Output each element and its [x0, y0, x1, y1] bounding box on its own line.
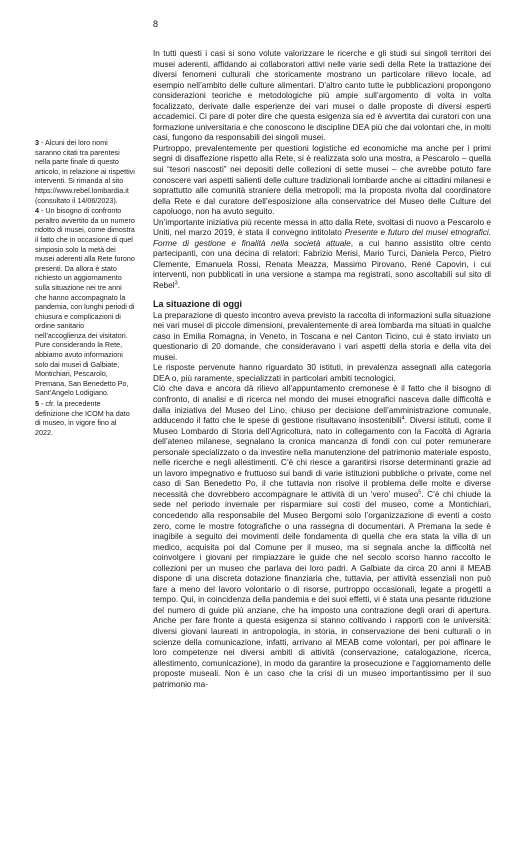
footnote-dash: -: [41, 206, 46, 216]
footnote-3: [35, 138, 135, 205]
body-paragraph: Purtroppo, prevalentemente per questioni logistiche ed economiche ma anche per i primi segni di disaffezione rispetto alla Rete, si è realizzata solo una mostra, a Pescarolo – quella sui “tesori nascosti” nei depositi delle collezioni di sette musei – che avrebbe potuto fare conoscere vari aspetti salienti delle culture tradizionali lombarde anche ai cittadini milanesi e soprattutto alle comunità straniere della metropoli; ma la proposta rivolta dal coordinatore della Rete e dal curatore dell’esposizione alla conservatrice del Museo delle Culture del capoluogo, non ha avuto seguito.: [153, 143, 491, 217]
body-paragraph-text: Le risposte pervenute hanno riguardato 30 istituti, in prevalenza assegnati alla categoria DEA o, più raramente, specializzati in particolari ambiti tecnologici: [153, 363, 491, 383]
conference-text-after: , a cui hanno assistito oltre cento partecipanti, con una decina di relatori: Fabrizio Merisi, Mario Turci, Daniela Perco, Pietro Clemente, Emanuela Rossi, Renata Meazza, Massimo Pirovano, René Capovin, i cui interventi, non pubblicati in una versione a stampa ma registrati, sono ascoltabili sul sito di Rebel: [153, 238, 491, 291]
footnote-dash: -: [41, 138, 45, 147]
footnote-4: [35, 206, 135, 398]
main-text: [153, 49, 491, 690]
footnote-text: Un bisogno di confronto peraltro avvertito da un numero ridotto di musei, come dimostra il fatto che in occasione di quel simposio solo la metà dei musei aderenti alla Rete furono presenti. Da allora è stato richiesto un aggiornamento sulla situazione nei tre anni che hanno accompagnato la pandemia, con lunghi periodi di chiusura e complicazioni di ordine sanitario nell’accoglienza dei visitatori. Pure considerando la Rete, abbiamo avuto informazioni solo dai musei di Galbiate, Montichiari, Pescarolo, Premana, San Benedetto Po, Sant’Angelo Lodigiano.: [35, 206, 135, 398]
body-paragraph: [153, 384, 491, 690]
body-paragraph: La preparazione di questo incontro aveva previsto la raccolta di informazioni sulla situazione nei vari musei di piccole dimensioni, prevalentemente di area lombarda ma situati in qualche caso in Emilia Romagna, in Veneto, in Toscana e nel Canton Ticino, cui è stato inviato un questionario di 20 domande, che consideravano i vari aspetti della storia e della vita dei musei.: [153, 310, 491, 362]
footnote-ref: 5: [418, 489, 422, 496]
page-number: 8: [153, 19, 159, 29]
footnote-5: [35, 399, 135, 437]
conference-text-before: Un’importante iniziativa più recente messa in atto dalla Rete, svoltasi di nuovo a Pescarolo e Uniti, nel marzo 2019, è stata il convegno intitolato: [153, 217, 491, 238]
conference-paragraph: [153, 218, 491, 292]
footnote-ref: 3: [174, 280, 178, 287]
footnote-text: Alcuni dei loro nomi saranno citati tra parentesi nella parte finale di questo articolo, in relazione ai rispettivi interventi. Si rimanda al sito https://www.rebel.lombardia.it (consultato il 14/06/2023).: [35, 138, 135, 205]
footnotes: [35, 138, 135, 438]
section-heading: La situazione di oggi: [153, 298, 243, 309]
footnote-number: 5: [35, 399, 39, 409]
body-paragraph: Le risposte pervenute hanno riguardato 30 istituti, in prevalenza assegnati alla categoria DEA o, più raramente, specializzati in particolari ambiti tecnologici.: [153, 363, 491, 383]
footnote-ref: 4: [401, 415, 405, 422]
body-paragraph-text: . Diversi istituti, come il Museo Lombardo di Storia dell’Agricoltura, nato in collegamento con la Facoltà di Agraria dell’ateneo milanese, segnalano la cronica mancanza di fondi con cui poter remunerare personale specializzato o da investire nella manutenzione del patrimonio materiale esposto, nelle ricerche e negli allestimenti. C’è chi riesce a garantirsi risorse determinanti grazie ad un lavoro impegnativo e fruttuoso sui bandi di varie istituzioni pubbliche o private, come nel caso di San Benedetto Po, il che tuttavia non risolve il problema delle molte e diverse necessità che dovrebbero accompagnare le attività di un ‘vero’ museo: [153, 416, 491, 499]
footnote-text: cfr. la precedente definizione che ICOM ha dato di museo, in vigore fino al 2022.: [35, 399, 130, 437]
body-paragraph: In tutti questi i casi si sono volute valorizzare le ricerche e gli studi sui singoli territori dei musei aderenti, affidando ai collaboratori attivi nelle varie sedi della Rete la trattazione dei diversi fenomeni culturali che storicamente mostrano un particolare rilievo locale, ad esempio nell’ambito delle culture alimentari. D’altro canto tutte le pubblicazioni propongono considerazioni teoriche e metodologiche più ampie sull’argomento di volta in volta focalizzato, derivate dalle esperienze dei vari musei o dalle proposte di diversi esperti accademici. Ci pare di poter dire che questa esigenza sia ed è avvertita dai curatori con una formazione universitaria e che conoscono le discipline DEA più che dai volontari che, in molti casi, fungono da responsabili dei singoli musei.: [153, 49, 491, 143]
body-paragraph-text: Ciò che dava e ancora dà rilievo all’appuntamento cremonese è il fatto che il bisogno di confronto, di analisi e di ricerca nel mondo dei musei etnografici nasceva dalle difficoltà e dalla iniziativa del Museo del Lino, chiuso per decisione dell’amministrazione comunale, adducendo il fatto che le spese di gestione risultavano insostenibili: [153, 384, 491, 426]
conference-title: Presente e futuro dei musei etnografici. Forme di gestione e finalità nella società attuale: [153, 228, 491, 248]
footnote-number: 4: [35, 206, 39, 216]
footnote-number: 3: [35, 138, 39, 147]
body-paragraph-text: . C’è chi chiude la sede nel periodo invernale per risparmiare sui costi del museo, come a Montichiari, concedendo alla responsabile del Museo Bergomi solo l’organizzazione di eventi a costo zero, come le mostre fotografiche o una rassegna di documentari. A Premana la sede è inagibile a seguito dei movimenti delle fondamenta di quella che era stata la villa di un medico, acquisita poi dal Comune per il museo, ma si segnala anche la difficoltà nel coinvolgere i giovani per rimpiazzare le guide che nel secolo scorso hanno raccolto le collezioni per un museo che parlava dei loro padri. A Galbiate da circa 20 anni il MEAB dispone di una discreta dotazione finanziaria che, tuttavia, per attività essenziali non può fare a meno del lavoro volontario o di risorse, purtroppo occasionali, legate a progetti a tempo. Qui, in coincidenza della pandemia e dei suoi effetti, vi è stata una pesante riduzione del numero di guide più anziane, che ha imposto una contrazione degli orari di apertura. Anche per fare fronte a questa esigenza si stanno coltivando i rapporti con le università: diversi giovani laureati in antropologia, in storia, in conservazione dei beni culturali o in scienze della comunicazione, infatti, arrivano al MEAB come volontari, per poi affinare le loro competenze nei diversi ambiti di attività (conservazione, catalogazione, ricerca, allestimento, comunicazione), in modo da garantire la prosecuzione e l’aggiornamento delle proposte museali. Non è un caso che la crisi di un museo importantissimo per il suo patrimonio ma-: [153, 489, 491, 689]
footnote-dash: -: [41, 399, 46, 409]
conference-text-end: .: [177, 281, 180, 291]
